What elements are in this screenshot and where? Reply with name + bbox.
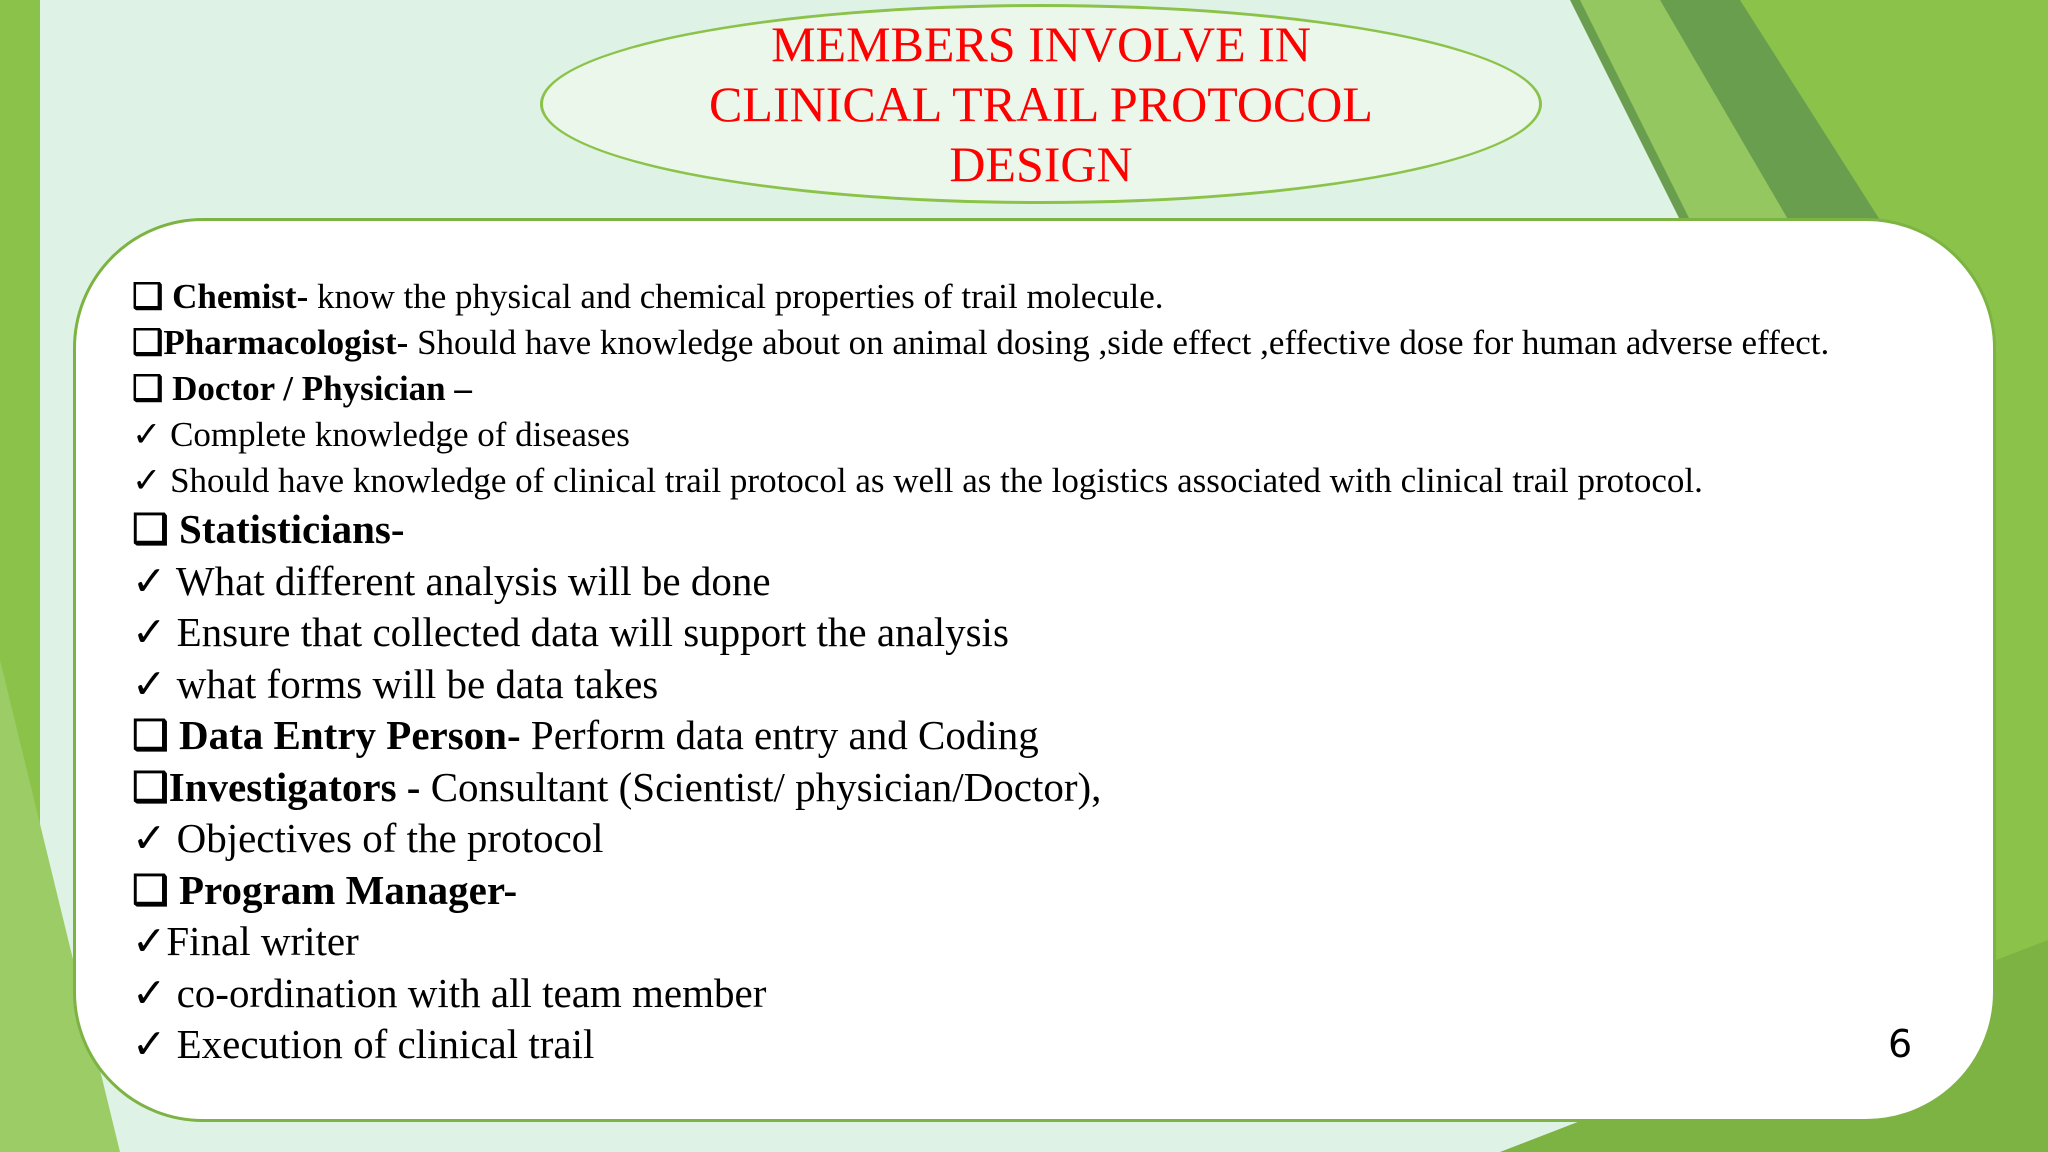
item-chemist — [132, 274, 1938, 320]
program-manager-point-3 — [132, 1019, 1938, 1071]
program-manager-term: Program Manager- — [179, 866, 518, 913]
statisticians-point-1 — [132, 556, 1938, 608]
doctor-point-2-text: Should have knowledge of clinical trail protocol as well as the logistics associated with clinical trail protocol. — [170, 461, 1703, 500]
check-icon: ✓ — [132, 1021, 167, 1067]
program-manager-point-1-text: Final writer — [166, 918, 359, 964]
check-icon: ✓ — [132, 461, 162, 500]
item-doctor — [132, 366, 1938, 412]
data-entry-term: Data Entry Person- — [179, 712, 521, 758]
program-manager-point-3-text: Execution of clinical trail — [176, 1021, 595, 1067]
investigators-term: Investigators - — [168, 763, 431, 810]
check-icon: ✓ — [132, 415, 162, 454]
program-manager-point-1 — [132, 916, 1938, 968]
title-line-2: CLINICAL TRAIL PROTOCOL — [709, 76, 1373, 132]
chemist-text: know the physical and chemical properties of trail molecule. — [308, 277, 1164, 316]
item-pharmacologist — [132, 320, 1938, 366]
statisticians-point-2 — [132, 607, 1938, 659]
item-statisticians — [132, 504, 1938, 556]
checkbox-bullet-icon: ❑ — [132, 277, 164, 316]
check-icon: ✓ — [132, 660, 167, 707]
check-icon: ✓ — [132, 557, 167, 604]
checkbox-bullet-icon: ❑ — [132, 712, 169, 758]
page-number: 6 — [1888, 1022, 1913, 1066]
statisticians-point-3-text: what forms will be data takes — [176, 660, 659, 707]
doctor-point-2 — [132, 458, 1938, 504]
program-manager-point-2-text: co-ordination with all team member — [176, 969, 767, 1016]
item-program-manager — [132, 865, 1938, 917]
checkbox-bullet-icon: ❑ — [132, 506, 169, 552]
statisticians-term: Statisticians- — [179, 506, 405, 552]
checkbox-bullet-icon: ❑ — [132, 369, 164, 408]
check-icon: ✓ — [132, 969, 167, 1016]
investigators-text: Consultant (Scientist/ physician/Doctor), — [430, 763, 1102, 810]
item-investigators — [132, 762, 1938, 814]
chemist-term: Chemist- — [172, 277, 309, 316]
check-icon: ✓ — [132, 918, 167, 964]
statisticians-point-3 — [132, 659, 1938, 711]
check-icon: ✓ — [132, 609, 167, 655]
checkbox-bullet-icon: ❑ — [132, 323, 164, 362]
doctor-term: Doctor / Physician – — [172, 369, 472, 408]
members-list — [132, 274, 1938, 1071]
pharmacologist-term: Pharmacologist- — [163, 323, 409, 362]
slide-title — [540, 14, 1542, 194]
investigators-point-1 — [132, 813, 1938, 865]
program-manager-point-2 — [132, 968, 1938, 1020]
title-line-3: DESIGN — [949, 136, 1133, 192]
title-line-1: MEMBERS INVOLVE IN — [771, 16, 1311, 72]
checkbox-bullet-icon: ❑ — [132, 763, 169, 810]
check-icon: ✓ — [132, 815, 167, 861]
investigators-point-1-text: Objectives of the protocol — [176, 815, 604, 861]
pharmacologist-text: Should have knowledge about on animal dosing ,side effect ,effective dose for human adverse effect. — [408, 323, 1830, 362]
doctor-point-1-text: Complete knowledge of diseases — [170, 415, 630, 454]
checkbox-bullet-icon: ❑ — [132, 866, 169, 913]
item-data-entry — [132, 710, 1938, 762]
statisticians-point-2-text: Ensure that collected data will support the analysis — [176, 609, 1009, 655]
doctor-point-1 — [132, 412, 1938, 458]
data-entry-text: Perform data entry and Coding — [520, 712, 1039, 758]
statisticians-point-1-text: What different analysis will be done — [175, 557, 771, 604]
